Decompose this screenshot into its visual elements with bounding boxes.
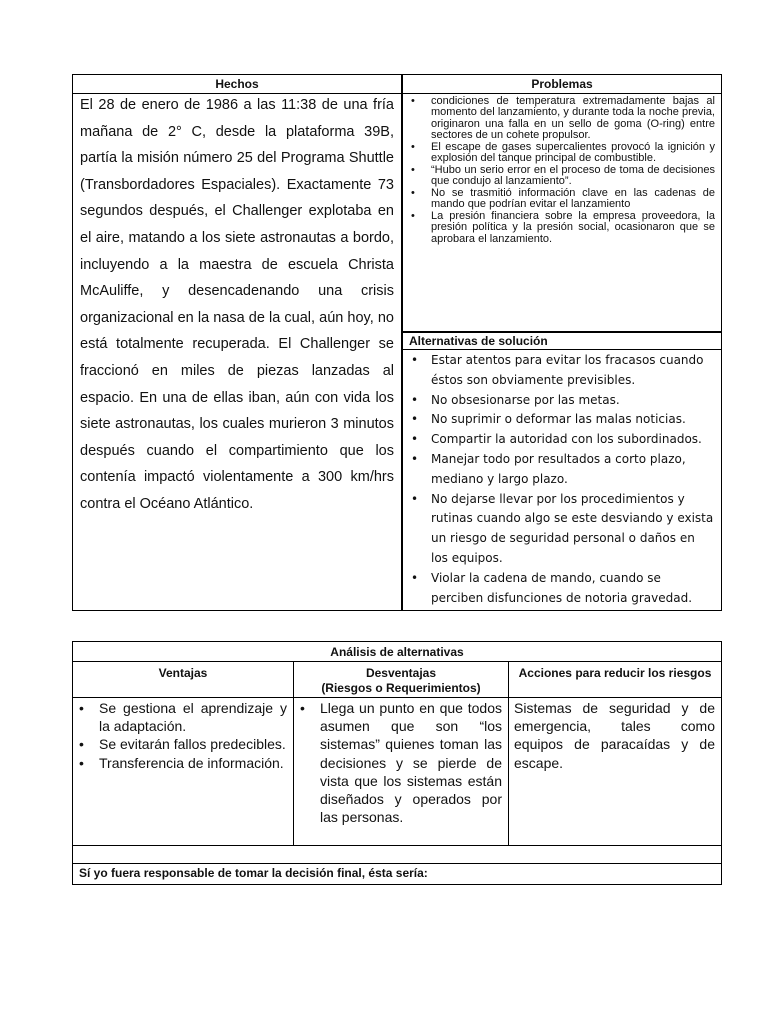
empty-row	[73, 846, 721, 863]
alternativas-list-container	[403, 351, 721, 610]
desventajas-list	[296, 699, 502, 826]
list-item: • La presión financiera sobre la empresa proveedora, la presión política y la presión social, ocasionaron que se aprobara el lanzamiento.	[407, 211, 715, 245]
analisis-alternativas-table	[72, 641, 722, 885]
list-item: • No dejarse llevar por los procedimientos y rutinas cuando algo se este desviando y exista un riesgo de seguridad personal o daños en los equipos.	[407, 490, 715, 569]
list-item: • Transferencia de información.	[75, 754, 287, 772]
desventajas-cell	[294, 698, 508, 845]
desventajas-header-line1: Desventajas	[365, 666, 437, 680]
hechos-problemas-table	[72, 74, 722, 611]
hechos-header: Hechos	[73, 75, 401, 94]
ventajas-list	[75, 699, 287, 772]
analisis-title: Análisis de alternativas	[73, 642, 721, 662]
decision-label: Sí yo fuera responsable de tomar la decisión final, ésta sería:	[79, 866, 428, 880]
acciones-cell: Sistemas de seguridad y de emergencia, tales como equipos de paracaídas y de escape.	[514, 700, 715, 771]
list-item: • Estar atentos para evitar los fracasos cuando éstos son obviamente previsibles.	[407, 351, 715, 391]
ventajas-header: Ventajas	[158, 666, 208, 680]
ventajas-cell	[73, 698, 293, 845]
list-item: • No obsesionarse por las metas.	[407, 391, 715, 411]
list-item: • No suprimir o deformar las malas noticias.	[407, 410, 715, 430]
list-item: • Llega un punto en que todos asumen que son “los sistemas” quienes toman las decisiones y se pierde de vista que los sistemas están diseñados y operados por las personas.	[296, 699, 502, 826]
acciones-header: Acciones para reducir los riesgos	[518, 666, 712, 680]
desventajas-header-line2: (Riesgos o Requerimientos)	[321, 681, 481, 695]
problemas-list-container	[403, 95, 721, 331]
list-item: • Se evitarán fallos predecibles.	[75, 735, 287, 753]
list-item: • El escape de gases supercalientes provocó la ignición y explosión del tanque principal de combustible.	[407, 142, 715, 165]
alternativas-list	[407, 351, 715, 608]
alternativas-header: Alternativas de solución	[403, 333, 721, 350]
list-item: • Manejar todo por resultados a corto plazo, mediano y largo plazo.	[407, 450, 715, 490]
problemas-list	[407, 96, 715, 245]
list-item: • “Hubo un serio error en el proceso de toma de decisiones que condujo al lanzamiento”.	[407, 165, 715, 188]
desventajas-header	[294, 662, 508, 698]
list-item: • No se trasmitió información clave en las cadenas de mando que podrían evitar el lanzamiento	[407, 188, 715, 211]
hechos-text: El 28 de enero de 1986 a las 11:38 de una fría mañana de 2° C, desde la plataforma 39B, partía la misión número 25 del Programa Shuttle (Transbordadores Espaciales). Exactamente 73 segundos después, el Challenger explotaba en el aire, matando a los siete astronautas a bordo, incluyendo a la maestra de escuela Christa McAuliffe, y desencadenando una crisis organizacional en la nasa de la cual, aún hoy, no está totalmente recuperada. El Challenger se fraccionó en miles de piezas lanzadas al espacio. En una de ellas iban, aún con vida los siete astronautas, los cuales murieron 3 minutos después cuando el compartimiento que los contenía impactó violentamente a 300 km/hrs contra el Océano Atlántico.	[80, 97, 394, 512]
list-item: • condiciones de temperatura extremadamente bajas al momento del lanzamiento, y durante toda la noche previa, originaron una falla en un sello de goma (O-ring) entre sectores de un cohete propulsor.	[407, 96, 715, 142]
list-item: • Se gestiona el aprendizaje y la adaptación.	[75, 699, 287, 735]
problemas-header: Problemas	[403, 75, 721, 94]
list-item: • Compartir la autoridad con los subordinados.	[407, 430, 715, 450]
list-item: • Violar la cadena de mando, cuando se perciben disfunciones de notoria gravedad.	[407, 569, 715, 609]
